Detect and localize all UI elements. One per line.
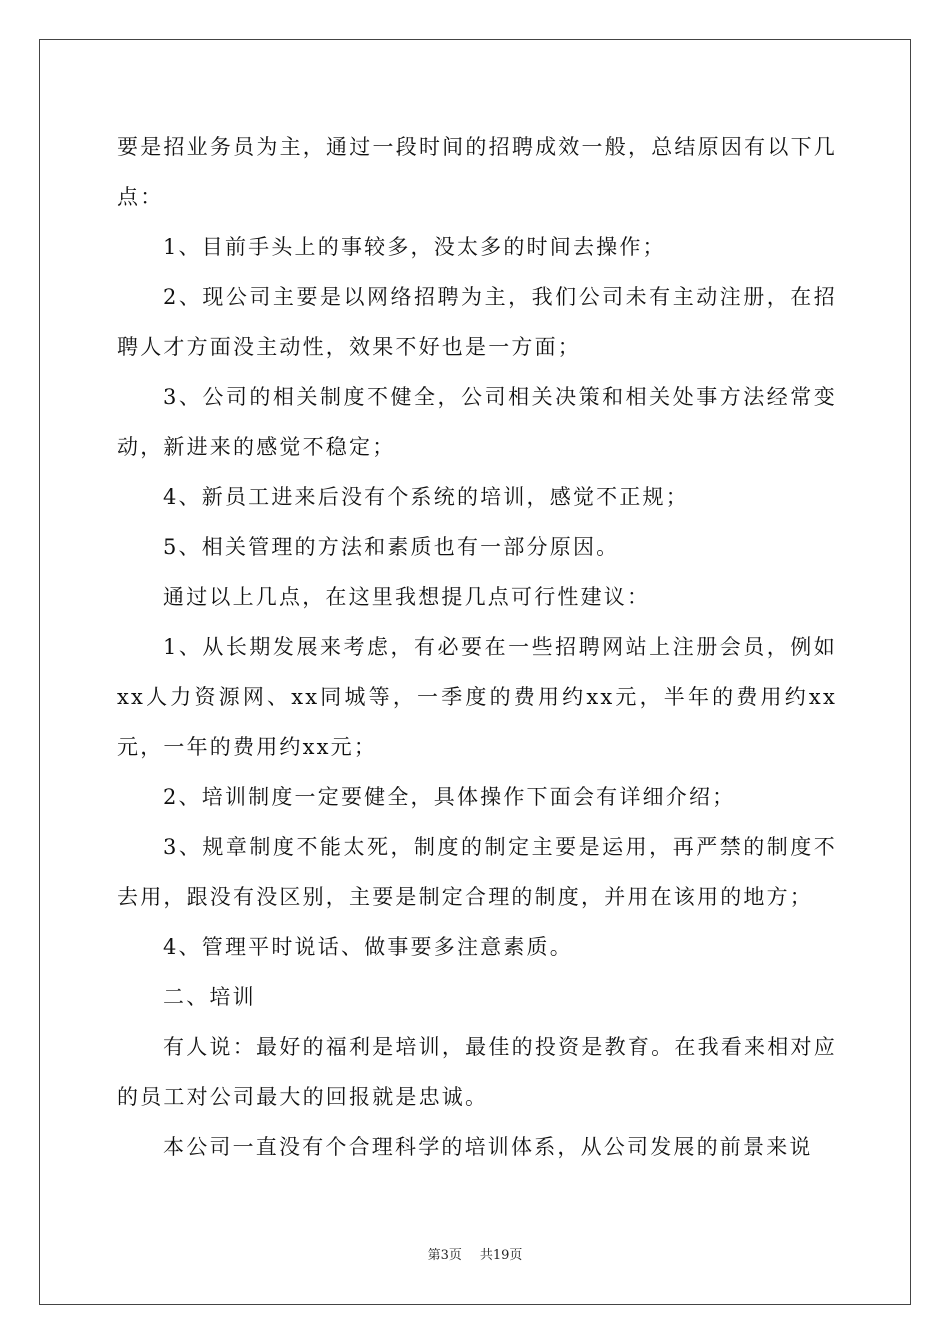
paragraph: 3、规章制度不能太死，制度的制定主要是运用，再严禁的制度不去用，跟没有没区别，主要是制定合理的制度，并用在该用的地方； <box>117 835 837 909</box>
paragraph: 2、现公司主要是以网络招聘为主，我们公司未有主动注册，在招聘人才方面没主动性，效果不好也是一方面； <box>117 285 837 359</box>
paragraph: 本公司一直没有个合理科学的培训体系，从公司发展的前景来说 <box>163 1135 813 1159</box>
paragraph: 1、目前手头上的事较多，没太多的时间去操作； <box>163 235 666 259</box>
paragraph: 5、相关管理的方法和素质也有一部分原因。 <box>163 535 620 559</box>
paragraph: 4、新员工进来后没有个系统的培训，感觉不正规； <box>163 485 689 509</box>
document-body <box>117 122 837 1172</box>
paragraph: 3、公司的相关制度不健全，公司相关决策和相关处事方法经常变动，新进来的感觉不稳定； <box>117 385 837 459</box>
paragraph: 2、培训制度一定要健全，具体操作下面会有详细介绍； <box>163 785 736 809</box>
page-number: 第3页 <box>427 1248 462 1263</box>
paragraph: 有人说：最好的福利是培训，最佳的投资是教育。在我看来相对应的员工对公司最大的回报就是忠诚。 <box>117 1035 837 1109</box>
paragraph: 4、管理平时说话、做事要多注意素质。 <box>163 935 573 959</box>
paragraph: 通过以上几点，在这里我想提几点可行性建议： <box>163 585 651 609</box>
page-footer <box>0 1244 950 1263</box>
paragraph: 1、从长期发展来考虑，有必要在一些招聘网站上注册会员，例如xx人力资源网、xx同城等，一季度的费用约xx元，半年的费用约xx元，一年的费用约xx元； <box>117 635 837 759</box>
paragraph: 要是招业务员为主，通过一段时间的招聘成效一般，总结原因有以下几点： <box>117 135 837 209</box>
section-heading: 二、培训 <box>163 985 256 1009</box>
page-total: 共19页 <box>479 1248 523 1263</box>
